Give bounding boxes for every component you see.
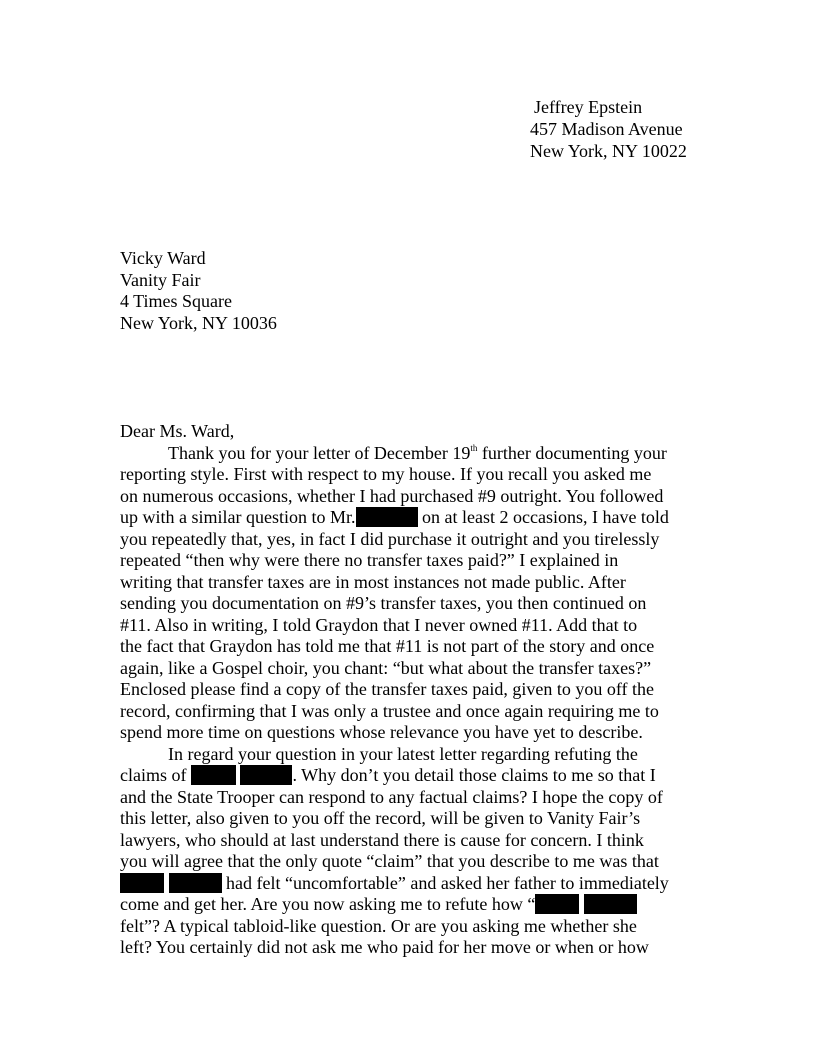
- body-line: record, confirming that I was only a trustee and once again requiring me to: [120, 701, 659, 721]
- redaction-box: [356, 507, 418, 527]
- body-line: up with a similar question to Mr. on at least 2 occasions, I have told: [120, 507, 669, 527]
- body-line: had felt “uncomfortable” and asked her father to immediately: [120, 873, 669, 894]
- body-line: you repeatedly that, yes, in fact I did purchase it outright and you tirelessly: [120, 529, 660, 549]
- body-line: again, like a Gospel choir, you chant: “but what about the transfer taxes?”: [120, 658, 652, 678]
- redaction-box: [120, 873, 164, 893]
- salutation: Dear Ms. Ward,: [120, 421, 235, 441]
- recipient-company: Vanity Fair: [120, 270, 201, 290]
- body-line: felt”? A typical tabloid-like question. Or are you asking me whether she: [120, 916, 637, 936]
- sender-street: 457 Madison Avenue: [530, 119, 683, 139]
- body-line: and the State Trooper can respond to any factual claims? I hope the copy of: [120, 787, 663, 807]
- recipient-name: Vicky Ward: [120, 248, 206, 268]
- body-line: spend more time on questions whose relevance you have yet to describe.: [120, 722, 643, 742]
- recipient-city: New York, NY 10036: [120, 313, 277, 333]
- sender-city: New York, NY 10022: [530, 141, 687, 161]
- body-line: claims of . Why don’t you detail those claims to me so that I: [120, 765, 656, 785]
- body-line: Enclosed please find a copy of the transfer taxes paid, given to you off the: [120, 679, 654, 699]
- body-line: come and get her. Are you now asking me to refute how “: [120, 894, 637, 915]
- sender-name: Jeffrey Epstein: [534, 97, 643, 117]
- body-line: writing that transfer taxes are in most instances not made public. After: [120, 572, 626, 592]
- body-line: this letter, also given to you off the record, will be given to Vanity Fair’s: [120, 808, 641, 828]
- body-line: In regard your question in your latest letter regarding refuting the: [168, 744, 638, 764]
- body-line: reporting style. First with respect to my house. If you recall you asked me: [120, 464, 652, 484]
- body-line: Thank you for your letter of December 19th further documenting your: [168, 443, 667, 463]
- body-line: the fact that Graydon has told me that #11 is not part of the story and once: [120, 636, 655, 656]
- redaction-box: [535, 894, 579, 914]
- body-line: sending you documentation on #9’s transfer taxes, you then continued on: [120, 593, 647, 613]
- recipient-street: 4 Times Square: [120, 291, 233, 311]
- body-line: repeated “then why were there no transfer taxes paid?” I explained in: [120, 550, 619, 570]
- redaction-box: [240, 765, 292, 785]
- body-line: you will agree that the only quote “claim” that you describe to me was that: [120, 851, 659, 871]
- body-line: lawyers, who should at last understand there is cause for concern. I think: [120, 830, 644, 850]
- redaction-box: [584, 894, 637, 914]
- redaction-box: [169, 873, 222, 893]
- body-line: on numerous occasions, whether I had purchased #9 outright. You followed: [120, 486, 664, 506]
- body-line: left? You certainly did not ask me who paid for her move or when or how: [120, 937, 649, 957]
- body-line: #11. Also in writing, I told Graydon that I never owned #11. Add that to: [120, 615, 638, 635]
- redaction-box: [191, 765, 236, 785]
